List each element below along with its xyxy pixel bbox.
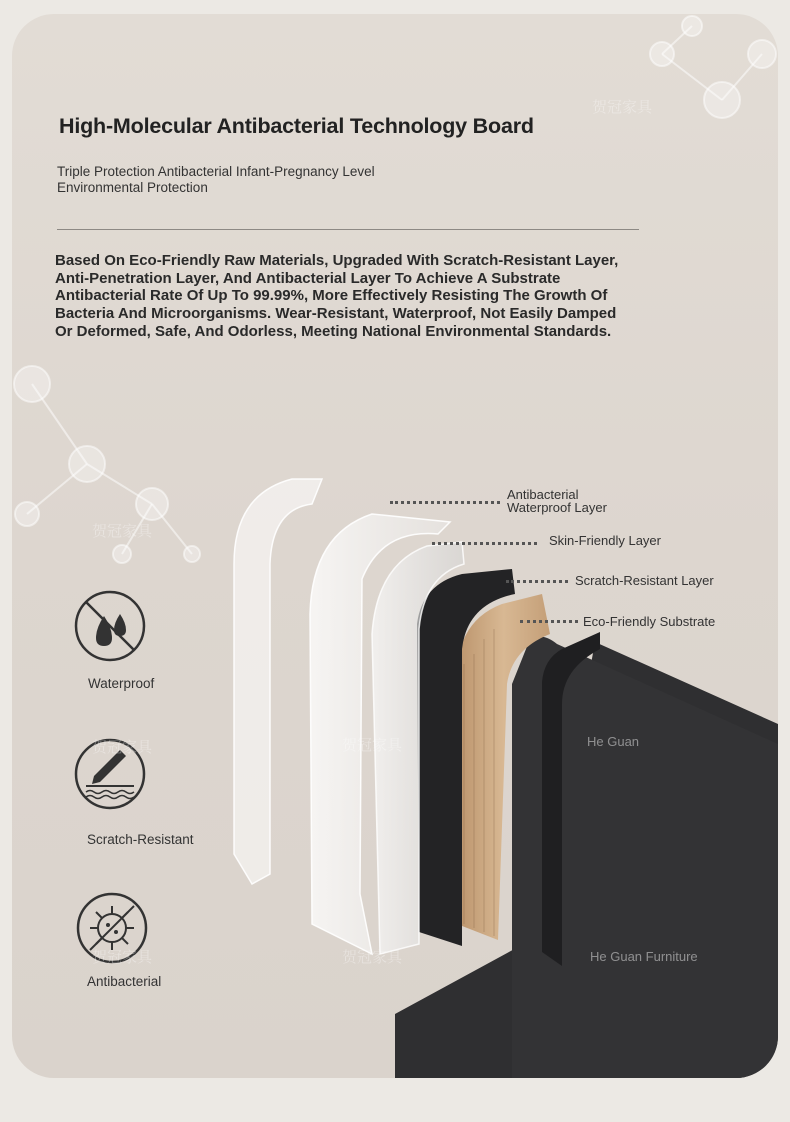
watermark: 贺冠家具 [342, 737, 403, 754]
leader-line [520, 620, 578, 623]
page-title: High-Molecular Antibacterial Technology Board [59, 114, 534, 138]
feature-label-waterproof: Waterproof [88, 676, 155, 691]
molecule-decoration-top-right [622, 14, 778, 154]
watermark-brand: He Guan Furniture [590, 949, 698, 964]
description-line: Bacteria And Microorganisms. Wear-Resistant, Waterproof, Not Easily Damped [55, 305, 617, 323]
description-line: Based On Eco-Friendly Raw Materials, Upgraded With Scratch-Resistant Layer, [55, 252, 619, 269]
leader-line [506, 580, 568, 583]
description [55, 252, 675, 341]
layer-label-scratch-resistant: Scratch-Resistant Layer [575, 573, 714, 588]
divider [57, 229, 639, 230]
product-card [12, 14, 778, 1078]
watermark: 贺冠家具 [92, 739, 153, 756]
watermark: 贺冠家具 [592, 99, 653, 116]
description-line: Antibacterial Rate Of Up To 99.99%, More Effectively Resisting The Growth Of [55, 287, 608, 305]
layer-label-antibacterial [507, 488, 607, 514]
watermark-brand: He Guan [587, 734, 640, 749]
watermark: 贺冠家具 [92, 523, 153, 540]
page-subtitle: Triple Protection Antibacterial Infant-Pregnancy Level Environmental Protection [57, 164, 375, 195]
layer-label-antibacterial-line1: Antibacterial [507, 487, 579, 502]
leader-line [390, 501, 500, 504]
feature-label-antibacterial: Antibacterial [87, 974, 162, 989]
board-layers-illustration [212, 454, 778, 1078]
waterproof-icon [74, 590, 146, 662]
watermark: 贺冠家具 [342, 949, 403, 966]
watermark: 贺冠家具 [92, 949, 153, 966]
description-line: Or Deformed, Safe, And Odorless, Meeting National Environmental Standards. [55, 322, 612, 340]
layer-label-skin-friendly: Skin-Friendly Layer [549, 533, 661, 548]
layer-label-eco-substrate: Eco-Friendly Substrate [583, 614, 716, 629]
feature-label-scratch-resistant: Scratch-Resistant [87, 832, 194, 847]
layer-label-antibacterial-line2: Waterproof Layer [507, 500, 607, 515]
molecule-decoration-left [12, 354, 212, 584]
leader-line [432, 542, 537, 545]
description-line: Anti-Penetration Layer, And Antibacterial Layer To Achieve A Substrate [55, 269, 561, 287]
